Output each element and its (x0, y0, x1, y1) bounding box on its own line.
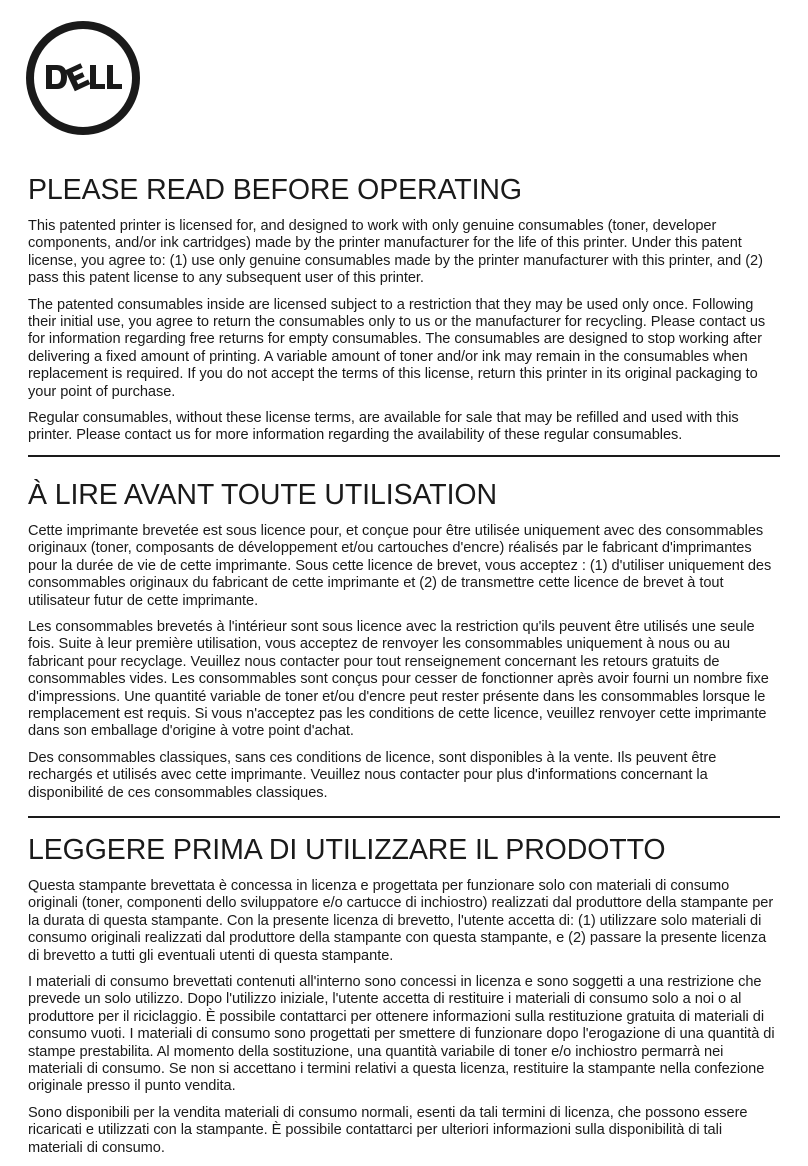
paragraph: Regular consumables, without these license terms, are available for sale that may be refilled and used with this printer. Please contact us for more information regarding the availability of these regular consumables. (28, 410, 739, 444)
section-french (28, 477, 780, 811)
section-divider (28, 455, 780, 457)
section-english (28, 172, 780, 454)
paragraph: Questa stampante brevettata è concessa in licenza e progettata per funzionare solo con materiali di consumo originali (toner, componenti dello sviluppatore e/o cartucce di inchiostro) realizzati dal produttore della stampante per la durata di questa stampante. Con la presente licenza di brevetto, l'utente accetta di: (1) utilizzare solo materiali di consumo originali realizzati dal produttore della stampante con questa stampante, e (2) passare la presente licenza di brevetto a tutti gli eventuali utenti di questa stampante. (28, 878, 774, 964)
paragraph: Sono disponibili per la vendita materiali di consumo normali, esenti da tali termini di licenza, che possono essere ricaricati e utilizzati con la stampante. È possibile contattarci per ulteriori informazioni sulla disponibilità di tali materiali di consumo. (28, 1104, 748, 1156)
paragraph: Des consommables classiques, sans ces conditions de licence, sont disponibles à la vente. Ils peuvent être rechargés et utilisés avec cette imprimante. Veuillez nous contacter pour plus d'informations concernant la disponibilité de ces consommables classiques. (28, 749, 717, 801)
dell-logo (25, 20, 141, 136)
section-title: LEGGERE PRIMA DI UTILIZZARE IL PRODOTTO (28, 834, 666, 866)
section-divider (28, 816, 780, 818)
paragraph: The patented consumables inside are licensed subject to a restriction that they may be used only once. Following their initial use, you agree to return the consumables only to us or the manufacturer for recycling. Please contact us for information regarding free returns for empty consumables. The consumables are designed to stop working after delivering a fixed amount of printing. A variable amount of toner and/or ink may remain in the consumables when replacement is required. If you do not accept the terms of this license, return this printer in its original packaging to your point of purchase. (28, 296, 766, 400)
section-title: PLEASE READ BEFORE OPERATING (28, 174, 522, 206)
paragraph: Les consommables brevetés à l'intérieur sont sous licence avec la restriction qu'ils peuvent être utilisés une seule fois. Suite à leur première utilisation, vous acceptez de renvoyer les consommables uniquement à nous ou au fabricant pour recyclage. Veuillez nous contacter pour tout renseignement concernant les retours gratuits de consommables vides. Les consommables sont conçus pour cesser de fonctionner après avoir fourni un nombre fixe d'impressions. Une quantité variable de toner et/ou d'encre peut rester présente dans les consommables lorsque le remplacement est requis. Si vous n'acceptez pas les conditions de cette licence, veuillez renvoyer cette imprimante dans son emballage d'origine à votre point d'achat. (28, 619, 769, 740)
section-title: À LIRE AVANT TOUTE UTILISATION (28, 479, 497, 511)
section-italian (28, 832, 780, 1166)
dell-logo-icon (25, 20, 141, 136)
paragraph: I materiali di consumo brevettati contenuti all'interno sono concessi in licenza e sono soggetti a una restrizione che prevede un solo utilizzo. Dopo l'utilizzo iniziale, l'utente accetta di restituire i materiali di consumo solo a noi o al produttore per il riciclaggio. È possibile contattarci per ottenere informazioni sulla restituzione gratuita di materiali di consumo vuoti. I materiali di consumo sono progettati per smettere di funzionare dopo l'erogazione di una quantità di stampe prestabilita. Al momento della sostituzione, una quantità variabile di toner e/o inchiostro permarrà nei materiali di consumo. Se non si accettano i termini relativi a questa licenza, restituire la stampante nella confezione originale presso il punto vendita. (28, 974, 775, 1095)
paragraph: This patented printer is licensed for, and designed to work with only genuine consumables (toner, developer components, and/or ink cartridges) made by the printer manufacturer for the life of this printer. Under this patent license, you agree to: (1) use only genuine consumables made by the printer manufacturer with this printer, and (2) pass this patent license to any subsequent user of this printer. (28, 218, 763, 287)
paragraph: Cette imprimante brevetée est sous licence pour, et conçue pour être utilisée uniquement avec des consommables originaux (toner, composants de développement et/ou cartouches d'encre) réalisés par le fabricant d'imprimantes pour la durée de vie de cette imprimante. Sous cette licence de brevet, vous acceptez : (1) d'utiliser uniquement des consommables originaux du fabricant de cette imprimante et (2) de transmettre cette licence de brevet à tout utilisateur futur de cette imprimante. (28, 523, 772, 609)
